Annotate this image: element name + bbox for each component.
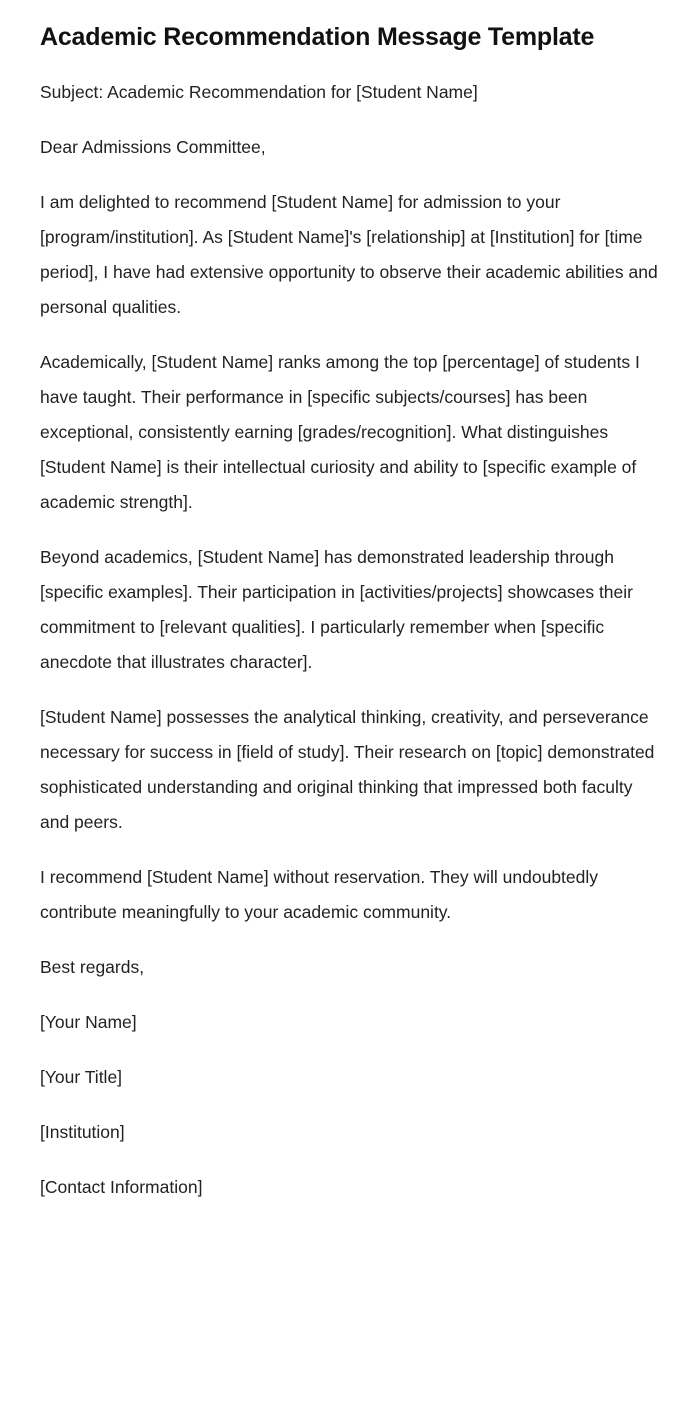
body-paragraph-2: Academically, [Student Name] ranks among the top [percentage] of students I have taught. Their performance in [specific subjects/courses] has been exceptional, consistently earning [grades/recognition]. What distinguishes [Student Name] is their intellectual curiosity and ability to [specific example of academic strength]. xyxy=(40,352,640,513)
salutation: Dear Admissions Committee, xyxy=(40,137,266,158)
signature-institution: [Institution] xyxy=(40,1122,125,1143)
subject-line: Subject: Academic Recommendation for [Student Name] xyxy=(40,82,478,103)
closing: Best regards, xyxy=(40,957,145,978)
body-paragraph-3: Beyond academics, [Student Name] has demonstrated leadership through [specific examples]. Their participation in [activities/projects] showcases their commitment to [relevant qualities]. I particularly remember when [specific anecdote that illustrates character]. xyxy=(40,547,633,673)
body-paragraph-1: I am delighted to recommend [Student Name] for admission to your [program/institution]. As [Student Name]'s [relationship] at [Institution] for [time period], I have had extensive opportunity to observe their academic abilities and personal qualities. xyxy=(40,192,658,318)
body-paragraph-4: [Student Name] possesses the analytical thinking, creativity, and perseverance necessary for success in [field of study]. Their research on [topic] demonstrated sophisticated understanding and original thinking that impressed both faculty and peers. xyxy=(40,707,655,833)
page-title: Academic Recommendation Message Template xyxy=(40,23,595,51)
signature-title: [Your Title] xyxy=(40,1067,123,1088)
signature-contact: [Contact Information] xyxy=(40,1177,203,1198)
body-paragraph-5: I recommend [Student Name] without reservation. They will undoubtedly contribute meaningfully to your academic community. xyxy=(40,867,599,923)
signature-name: [Your Name] xyxy=(40,1012,137,1033)
